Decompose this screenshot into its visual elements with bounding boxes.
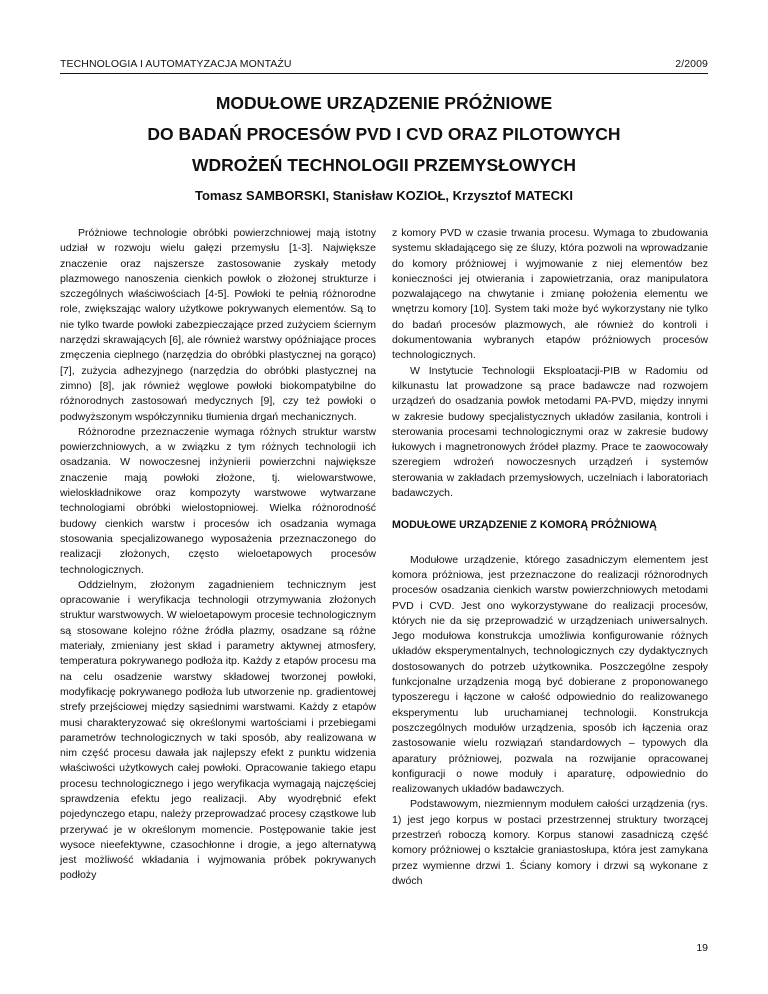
section-heading: MODUŁOWE URZĄDZENIE Z KOMORĄ PRÓŻNIOWĄ xyxy=(392,519,657,532)
title-line: WDROŻEŃ TECHNOLOGII PRZEMYSŁOWYCH xyxy=(191,155,577,175)
page-number: 19 xyxy=(696,942,708,954)
body-paragraph: Różnorodne przeznaczenie wymaga różnych struktur warstw powierzchniowych, a w związku z tym różnych technologii ich osadzania. W nowoczesnej inżynierii powierzchni największe znaczenie mają powłoki złożone, tj. wielowarstwowe, wieloskładnikowe oraz kompozyty warstwowe wytwarzane technologiami obróbki wielostopniowej. Wielka różnorodność budowy cienkich warstw i procesów ich osadzania wymaga stosowania specjalizowanego wyposażenia przeznaczonego do realizacji złożonych, często wieloetapowych procesów technologicznych. xyxy=(60,425,376,576)
running-header xyxy=(60,58,708,70)
right-column xyxy=(392,226,708,889)
author-list: Tomasz SAMBORSKI, Stanisław KOZIOŁ, Krzysztof MATECKI xyxy=(195,188,573,203)
header-rule xyxy=(60,73,708,74)
body-paragraph: Modułowe urządzenie, którego zasadniczym elementem jest komora próżniowa, jest przeznaczone do realizacji różnorodnych procesów osadzania cienkich warstw powierzchniowych metodami PVD i CVD. Jest ono wykorzystywane do realizacji procesów, których nie da się przeprowadzić w urządzeniach uniwersalnych. Jego modułowa konstrukcja umożliwia konfigurowanie różnych układów eksperymentalnych, technologicznych czy dydaktycznych dostosowanych do potrzeb użytkownika. Poszczególne zespoły funkcjonalne urządzenia mogą być dobierane z proponowanego typoszeregu i łączone w całość odpowiednio do realizowanego eksperymentu lub uruchamianej technologii. Konstrukcja poszczególnych modułów urządzenia, sposób ich łączenia oraz zastosowanie wielu rozwiązań standardowych – typowych dla aparatury próżniowej, pozwala na rozwijanie opracowanej konfiguracji o nowe moduły i aparaturę, odpowiednio do realizowanych układów badawczych. xyxy=(392,553,708,796)
title-line: MODUŁOWE URZĄDZENIE PRÓŻNIOWE xyxy=(215,93,553,113)
body-paragraph: z komory PVD w czasie trwania procesu. Wymaga to zbudowania systemu składającego się ze śluzy, która pozwoli na wprowadzanie do komory próżniowej i wyjmowanie z niej elementów bez konieczności jej otwierania i zapowietrzania, oraz manipulatora pozwalającego na chwytanie i zmianę położenia elementu we wnętrzu komory [10]. System taki może być wykorzystany nie tylko do badań procesów plazmowych, ale również do kontroli i dokumentowania wybranych etapów próżniowych procesów technologicznych. xyxy=(392,227,708,362)
body-paragraph: Podstawowym, niezmiennym modułem całości urządzenia (rys. 1) jest jego korpus w postaci przestrzennej struktury tworzącej przestrzeń roboczą komory. Korpus stanowi zasadniczą część komory próżniowej o kształcie graniastosłupa, która jest zamykana przez wymienne drzwi 1. Ściany komory i drzwi są wykonane z dwóch xyxy=(392,798,708,887)
journal-name: TECHNOLOGIA I AUTOMATYZACJA MONTAŻU xyxy=(60,58,292,70)
title-line: DO BADAŃ PROCESÓW PVD I CVD ORAZ PILOTOWYCH xyxy=(147,124,621,144)
body-paragraph: Oddzielnym, złożonym zagadnieniem technicznym jest opracowanie i weryfikacja technologii otrzymywania złożonych struktur warstwowych. W wieloetapowym procesie technologicznym są stosowane kolejno różne źródła plazmy, osadzane są różne materiały, zmieniany jest skład i parametry aktywnej atmosfery, temperatura pokrywanego podłoża itp. Każdy z etapów procesu ma na celu osadzenie warstwy składowej tworzonej powłoki, modyfikację pokrywanego podłoża lub utworzenie np. gradientowej strefy przejściowej między sąsiednimi warstwami. Każdy z etapów musi charakteryzować się określonymi wartościami i przebiegami parametrów technologicznych w taki sposób, aby realizowana w nim część procesu dawała jak najlepszy efekt z punktu widzenia właściwości użytkowych całej powłoki. Opracowanie takiego etapu procesu technologicznego i jego weryfikacja wymagają najczęściej sprawdzenia efektu jego realizacji. Aby wyodrębnić efekt pojedynczego etapu, należy przeprowadzać procesy cząstkowe lub przerywać je w określonym momencie. Postępowanie takie jest wysoce nieefektywne, czasochłonne i drogie, a jego alternatywą jest możliwość wkładania i wyjmowania próbek pokrywanych podłoży xyxy=(60,578,376,882)
issue-number: 2/2009 xyxy=(675,58,708,70)
left-column xyxy=(60,226,376,884)
paper-title xyxy=(60,88,708,181)
body-paragraph: W Instytucie Technologii Eksploatacji-PIB w Radomiu od kilkunastu lat prowadzone są prace badawcze nad rozwojem urządzeń do osadzania powłok metodami PA-PVD, między innymi w zakresie budowy specjalistycznych układów zasilania, kontroli i sterowania procesami technologicznymi oraz w zakresie budowy łukowych i magnetronowych źródeł plazmy. Prace te zaowocowały szeregiem wdrożeń nowoczesnych urządzeń i systemów sterowania w zakładach przemysłowych, uczelniach i laboratoriach badawczych. xyxy=(392,364,708,500)
body-paragraph: Próżniowe technologie obróbki powierzchniowej mają istotny udział w rozwoju wielu gałęzi przemysłu [1-3]. Największe znaczenie oraz najszersze zastosowanie zyskały metody plazmowego nanoszenia cienkich powłok o złożonej strukturze i szczególnych właściwościach [4-5]. Powłoki te pełnią różnorodne role, zwiększając walory użytkowe pokrywanych elementów. Są to nie tylko twarde powłoki zabezpieczające przed zużyciem ściernym narzędzi skrawających [6], ale również warstwy opóźniające proces zmęczenia cieplnego (narzędzia do obróbki plastycznej na gorąco) [7], zużycia adhezyjnego (narzędzia do obróbki plastycznej na zimno) [8], jak również węglowe powłoki biokompatybilne do różnorodnych zastosowań medycznych [9], czy też powłoki o podwyższonym współczynniku tłumienia drgań mechanicznych. xyxy=(60,227,376,423)
